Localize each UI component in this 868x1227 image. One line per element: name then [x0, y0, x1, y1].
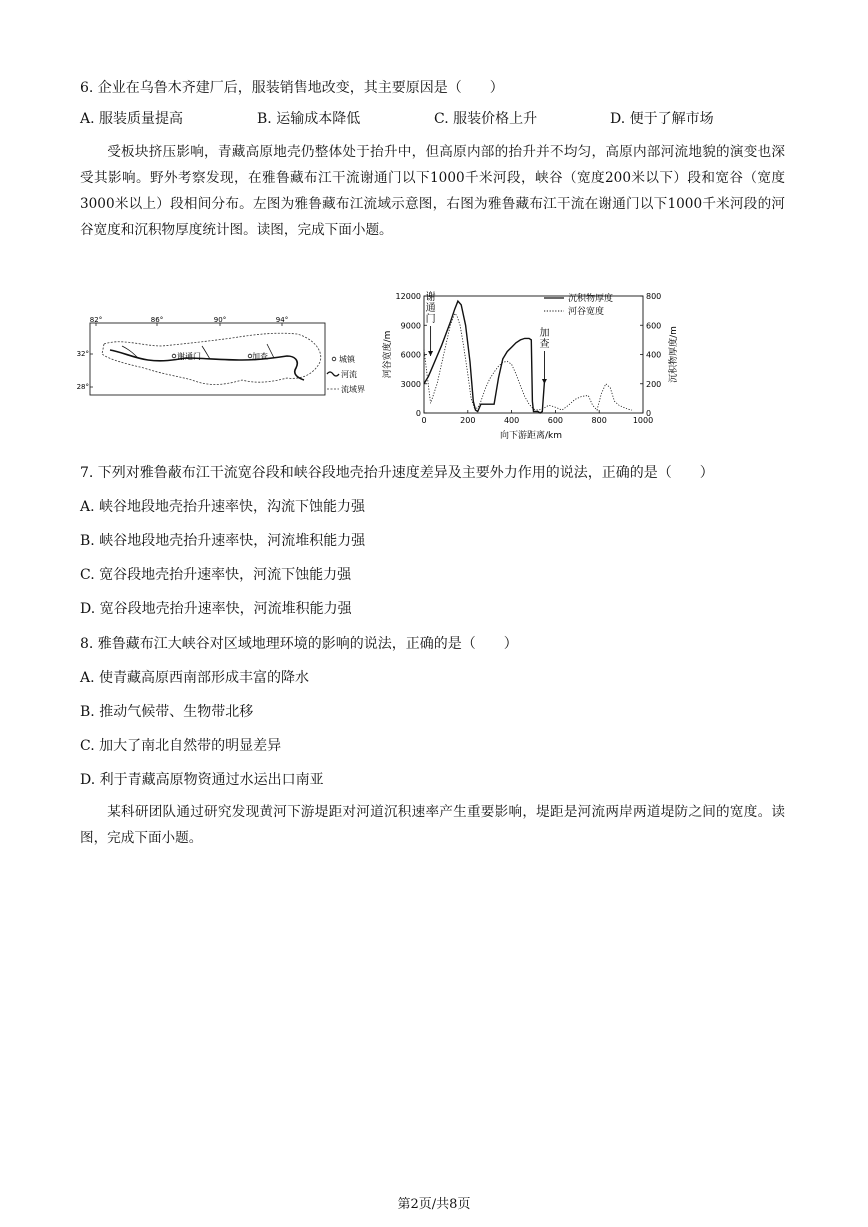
- x-tick-label: 400: [503, 416, 520, 425]
- q6-stem: 6. 企业在乌鲁木齐建厂后，服装销售地改变，其主要原因是（ ）: [80, 80, 504, 96]
- town-label-jiacha: 加查: [252, 352, 268, 361]
- plot-frame: [424, 296, 643, 413]
- q8-stem: 8. 雅鲁藏布江大峡谷对区域地理环境的影响的说法，正确的是（ ）: [80, 636, 518, 652]
- q6-option-a: A. 服装质量提高: [80, 111, 184, 127]
- y-left-tick-label: 9000: [400, 321, 421, 331]
- legend-river-icon: [327, 372, 339, 376]
- lon-label-90: 90°: [213, 316, 227, 324]
- q6-option-c: C. 服装价格上升: [434, 111, 538, 127]
- annotation-char: 通: [425, 303, 436, 314]
- series-width-line: [424, 314, 632, 411]
- lon-label-94: 94°: [275, 316, 289, 324]
- annotation-char: 加: [539, 328, 550, 339]
- q6-option-d: D. 便于了解市场: [610, 111, 714, 127]
- q7-option-b: B. 峡谷地段地壳抬升速率快，河流堆积能力强: [80, 533, 366, 549]
- legend-boundary: 流域界: [341, 385, 365, 394]
- annotation-char: 查: [539, 339, 550, 350]
- q8-option-a: A. 使青藏高原西南部形成丰富的降水: [80, 670, 310, 686]
- legend-sediment: 沉积物厚度: [568, 294, 614, 304]
- lon-label-82: 82°: [89, 316, 103, 324]
- q7-stem: 7. 下列对雅鲁蔽布江干流宽谷段和峡谷段地壳抬升速度差异及主要外力作用的说法，正确的是（ ）: [80, 465, 714, 481]
- lat-label-32: 32°: [76, 350, 89, 358]
- legend-town: 城镇: [339, 355, 355, 364]
- y-left-tick-label: 0: [415, 409, 421, 418]
- basin-map: [76, 316, 372, 400]
- annotation-jiacha: [539, 326, 549, 350]
- series-sediment-line: [424, 301, 544, 413]
- legend-town-icon: [332, 357, 336, 361]
- annotation-char: 门: [425, 314, 436, 325]
- lat-label-28: 28°: [76, 383, 89, 391]
- lon-label-86: 86°: [150, 316, 164, 324]
- y-right-tick-label: 800: [646, 292, 662, 301]
- river-tributary: [267, 344, 274, 358]
- x-tick-label: 1000: [632, 416, 654, 425]
- x-axis-label: 向下游距离/km: [499, 431, 563, 441]
- annotation-arrowhead: [428, 351, 433, 356]
- q8-option-c: C. 加大了南北自然带的明显差异: [80, 738, 282, 754]
- y-axis-right-label: 沉积物厚度/m: [669, 326, 679, 383]
- legend-width: 河谷宽度: [568, 307, 605, 317]
- passage-1-text: 受板块挤压影响，青藏高原地壳仍整体处于抬升中，但高原内部的抬升并不均匀，高原内部河流地貌的演变也深受其影响。野外考察发现，在雅鲁藏布江干流谢通门以下1000千米河段，峡谷（宽度200米以下）段和宽谷（宽度3000米以上）段相间分布。左图为雅鲁藏布江流域示意图，右图为雅鲁藏布江干流在谢通门以下1000千米河段的河谷宽度和沉积物厚度统计图。读图，完成下面小题。: [80, 144, 785, 238]
- y-right-tick-label: 0: [646, 409, 652, 418]
- annotation-xietongmen: [426, 290, 436, 325]
- legend-river: 河流: [341, 370, 357, 379]
- q8-option-d: D. 利于青藏高原物资通过水运出口南亚: [80, 772, 324, 788]
- town-label-xietongmen: 谢通门: [177, 352, 201, 361]
- annotation-arrowhead: [542, 379, 547, 384]
- y-right-tick-label: 200: [646, 379, 662, 389]
- y-right-tick-label: 600: [646, 321, 662, 331]
- passage-2: [80, 799, 785, 851]
- x-tick-label: 200: [460, 416, 476, 425]
- town-marker: [172, 354, 176, 358]
- x-tick-label: 800: [591, 416, 607, 425]
- y-right-tick-label: 400: [646, 350, 662, 360]
- x-tick-label: 0: [421, 416, 427, 425]
- valley-chart: [378, 286, 678, 446]
- y-axis-left-label: 河谷宽度/m: [383, 330, 393, 379]
- q6-option-b: B. 运输成本降低: [257, 111, 361, 127]
- q7-option-c: C. 宽谷段地壳抬升速率快，河流下蚀能力强: [80, 567, 352, 583]
- page-footer: 第2页/共8页: [397, 1197, 471, 1212]
- q7-option-a: A. 峡谷地段地壳抬升速率快，沟流下蚀能力强: [80, 499, 366, 515]
- river-tributary: [202, 346, 210, 359]
- y-left-tick-label: 12000: [395, 292, 421, 301]
- passage-1: [80, 139, 785, 243]
- passage-2-text: 某科研团队通过研究发现黄河下游堤距对河道沉积速率产生重要影响，堤距是河流两岸两道堤防之间的宽度。读图，完成下面小题。: [80, 804, 785, 846]
- x-tick-label: 600: [547, 416, 564, 425]
- y-left-tick-label: 6000: [400, 350, 421, 360]
- annotation-char: 谢: [425, 292, 436, 303]
- q7-option-d: D. 宽谷段地壳抬升速率快，河流堆积能力强: [80, 601, 352, 617]
- q8-option-b: B. 推动气候带、生物带北移: [80, 704, 254, 720]
- y-left-tick-label: 3000: [400, 379, 421, 389]
